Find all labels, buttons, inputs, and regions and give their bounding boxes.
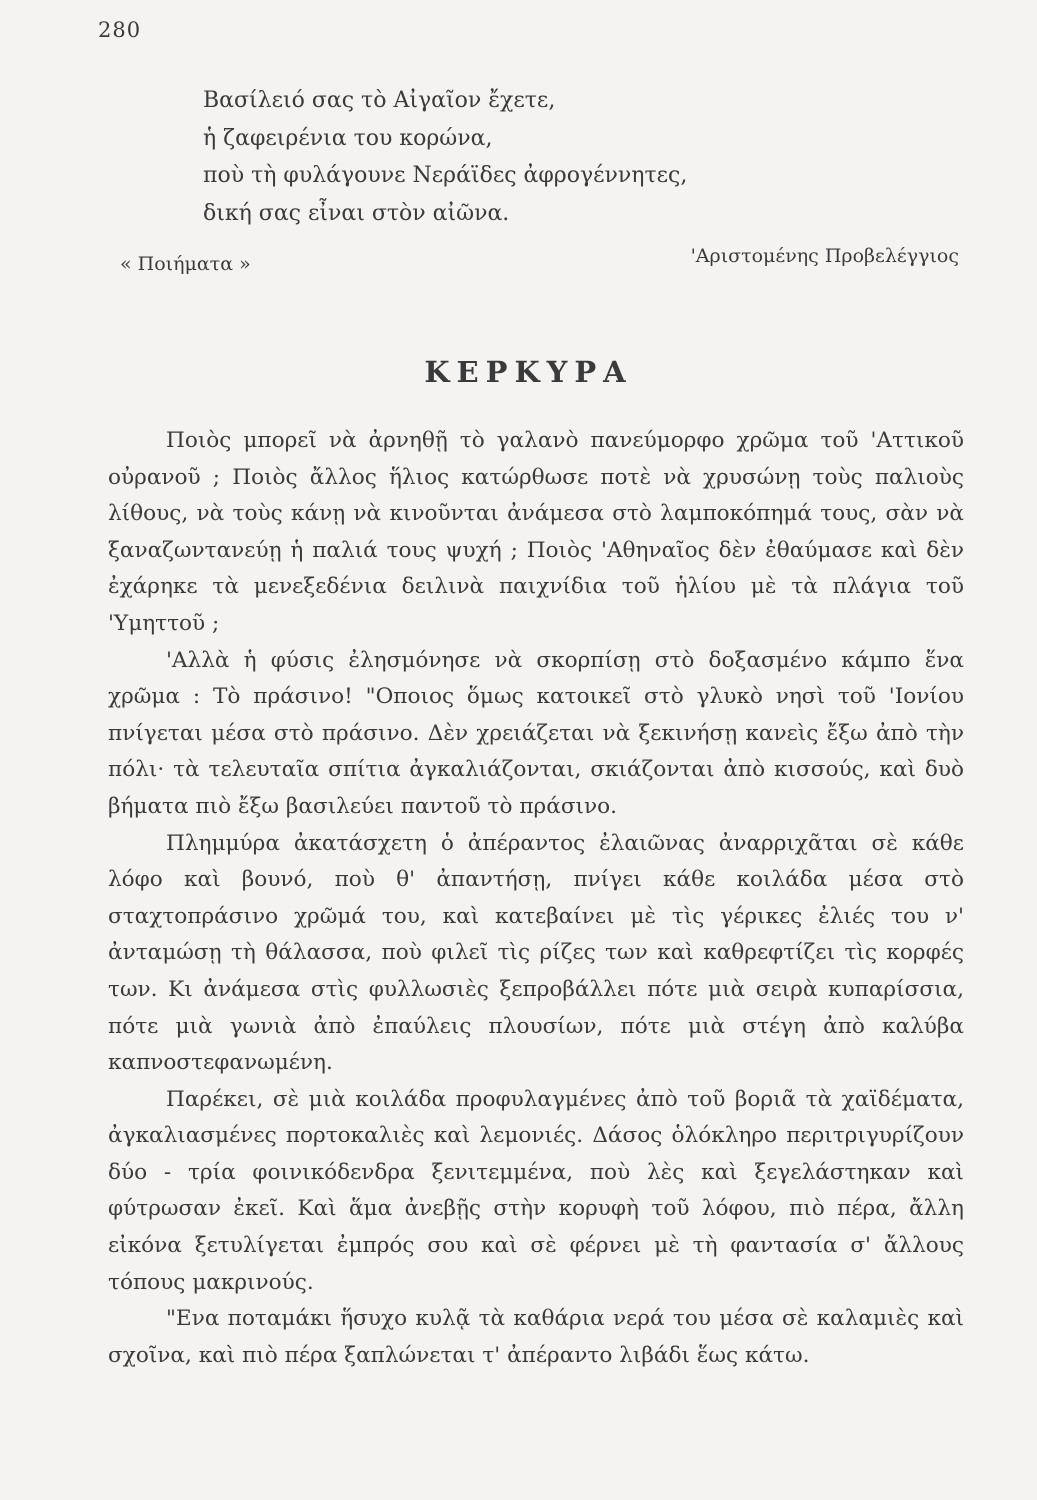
poem-line: ποὺ τὴ φυλάγουνε Νεράϊδες ἀφρογέννητες, — [203, 163, 688, 188]
poem-source: « Ποιήματα » — [120, 253, 251, 275]
poem-stanza — [203, 82, 763, 232]
paragraph: Ποιὸς μπορεῖ νὰ ἀρνηθῇ τὸ γαλανὸ πανεύμορφο χρῶμα τοῦ 'Αττικοῦ οὐρανοῦ ; Ποιὸς ἄλλος ἥλιος κατώρθωσε ποτὲ νὰ χρυσώνῃ τοὺς παλιοὺς λίθους, νὰ τοὺς κάνῃ νὰ κινοῦνται ἀνάμεσα στὸ λαμποκόπημά τους, σὰν νὰ ξαναζωντανεύῃ ἡ παλιά τους ψυχή ; Ποιὸς 'Αθηναῖος δὲν ἐθαύμασε καὶ δὲν ἐχάρηκε τὰ μενεξεδένια δειλινὰ παιχνίδια τοῦ ἡλίου μὲ τὰ πλάγια τοῦ 'Υμηττοῦ ; — [108, 428, 964, 636]
paragraph: Παρέκει, σὲ μιὰ κοιλάδα προφυλαγμένες ἀπὸ τοῦ βοριᾶ τὰ χαϊδέματα, ἀγκαλιασμένες πορτοκαλιὲς καὶ λεμονιές. Δάσος ὁλόκληρο περιτριγυρίζουν δύο - τρία φοινικόδενδρα ξενιτεμμένα, ποὺ λὲς καὶ ξεγελάστηκαν καὶ φύτρωσαν ἐκεῖ. Καὶ ἅμα ἀνεβῇς στὴν κορυφὴ τοῦ λόφου, πιὸ πέρα, ἄλλη εἰκόνα ξετυλίγεται ἐμπρός σου καὶ σὲ φέρνει μὲ τὴ φαντασία σ' ἄλλους τόπους μακρινούς. — [108, 1086, 964, 1295]
page-number: 280 — [98, 18, 142, 42]
poem-line: Βασίλειό σας τὸ Αἰγαῖον ἔχετε, — [203, 88, 556, 113]
poem-author: 'Αριστομένης Προβελέγγιος — [690, 245, 959, 267]
section-title: ΚΕΡΚΥΡΑ — [424, 355, 633, 389]
paragraph: Πλημμύρα ἀκατάσχετη ὁ ἀπέραντος ἐλαιῶνας ἀναρριχᾶται σὲ κάθε λόφο καὶ βουνό, ποὺ θ' ἀπαντήσῃ, πνίγει κάθε κοιλάδα μέσα στὸ σταχτοπράσινο χρῶμά του, καὶ κατεβαίνει μὲ τὶς γέρικες ἐλιές του ν' ἀνταμώσῃ τὴ θάλασσα, ποὺ φιλεῖ τὶς ρίζες των καὶ καθρεφτίζει τὶς κορφές των. Κι ἀνάμεσα στὶς φυλλωσιὲς ξεπροβάλλει πότε μιὰ σειρὰ κυπαρίσσια, πότε μιὰ γωνιὰ ἀπὸ ἐπαύλεις πλουσίων, πότε μιὰ στέγη ἀπὸ καλύβα καπνοστεφανωμένη. — [108, 830, 964, 1076]
paragraph: "Ενα ποταμάκι ἥσυχο κυλᾷ τὰ καθάρια νερά του μέσα σὲ καλαμιὲς καὶ σχοῖνα, καὶ πιὸ πέρα ξαπλώνεται τ' ἀπέραντο λιβάδι ἕως κάτω. — [108, 1306, 964, 1368]
body-text — [108, 423, 964, 1374]
paragraph: 'Αλλὰ ἡ φύσις ἐλησμόνησε νὰ σκορπίσῃ στὸ δοξασμένο κάμπο ἕνα χρῶμα : Τὸ πράσινο! "Οποιος ὅμως κατοικεῖ στὸ γλυκὸ νησὶ τοῦ 'Ιονίου πνίγεται μέσα στὸ πράσινο. Δὲν χρειάζεται νὰ ξεκινήσῃ κανεὶς ἔξω ἀπὸ τὴν πόλι· τὰ τελευταῖα σπίτια ἀγκαλιάζονται, σκιάζονται ἀπὸ κισσούς, καὶ δυὸ βήματα πιὸ ἔξω βασιλεύει παντοῦ τὸ πράσινο. — [108, 647, 964, 819]
poem-line: δική σας εἶναι στὸν αἰῶνα. — [203, 200, 510, 226]
poem-line: ἡ ζαφειρένια του κορώνα, — [203, 125, 493, 151]
